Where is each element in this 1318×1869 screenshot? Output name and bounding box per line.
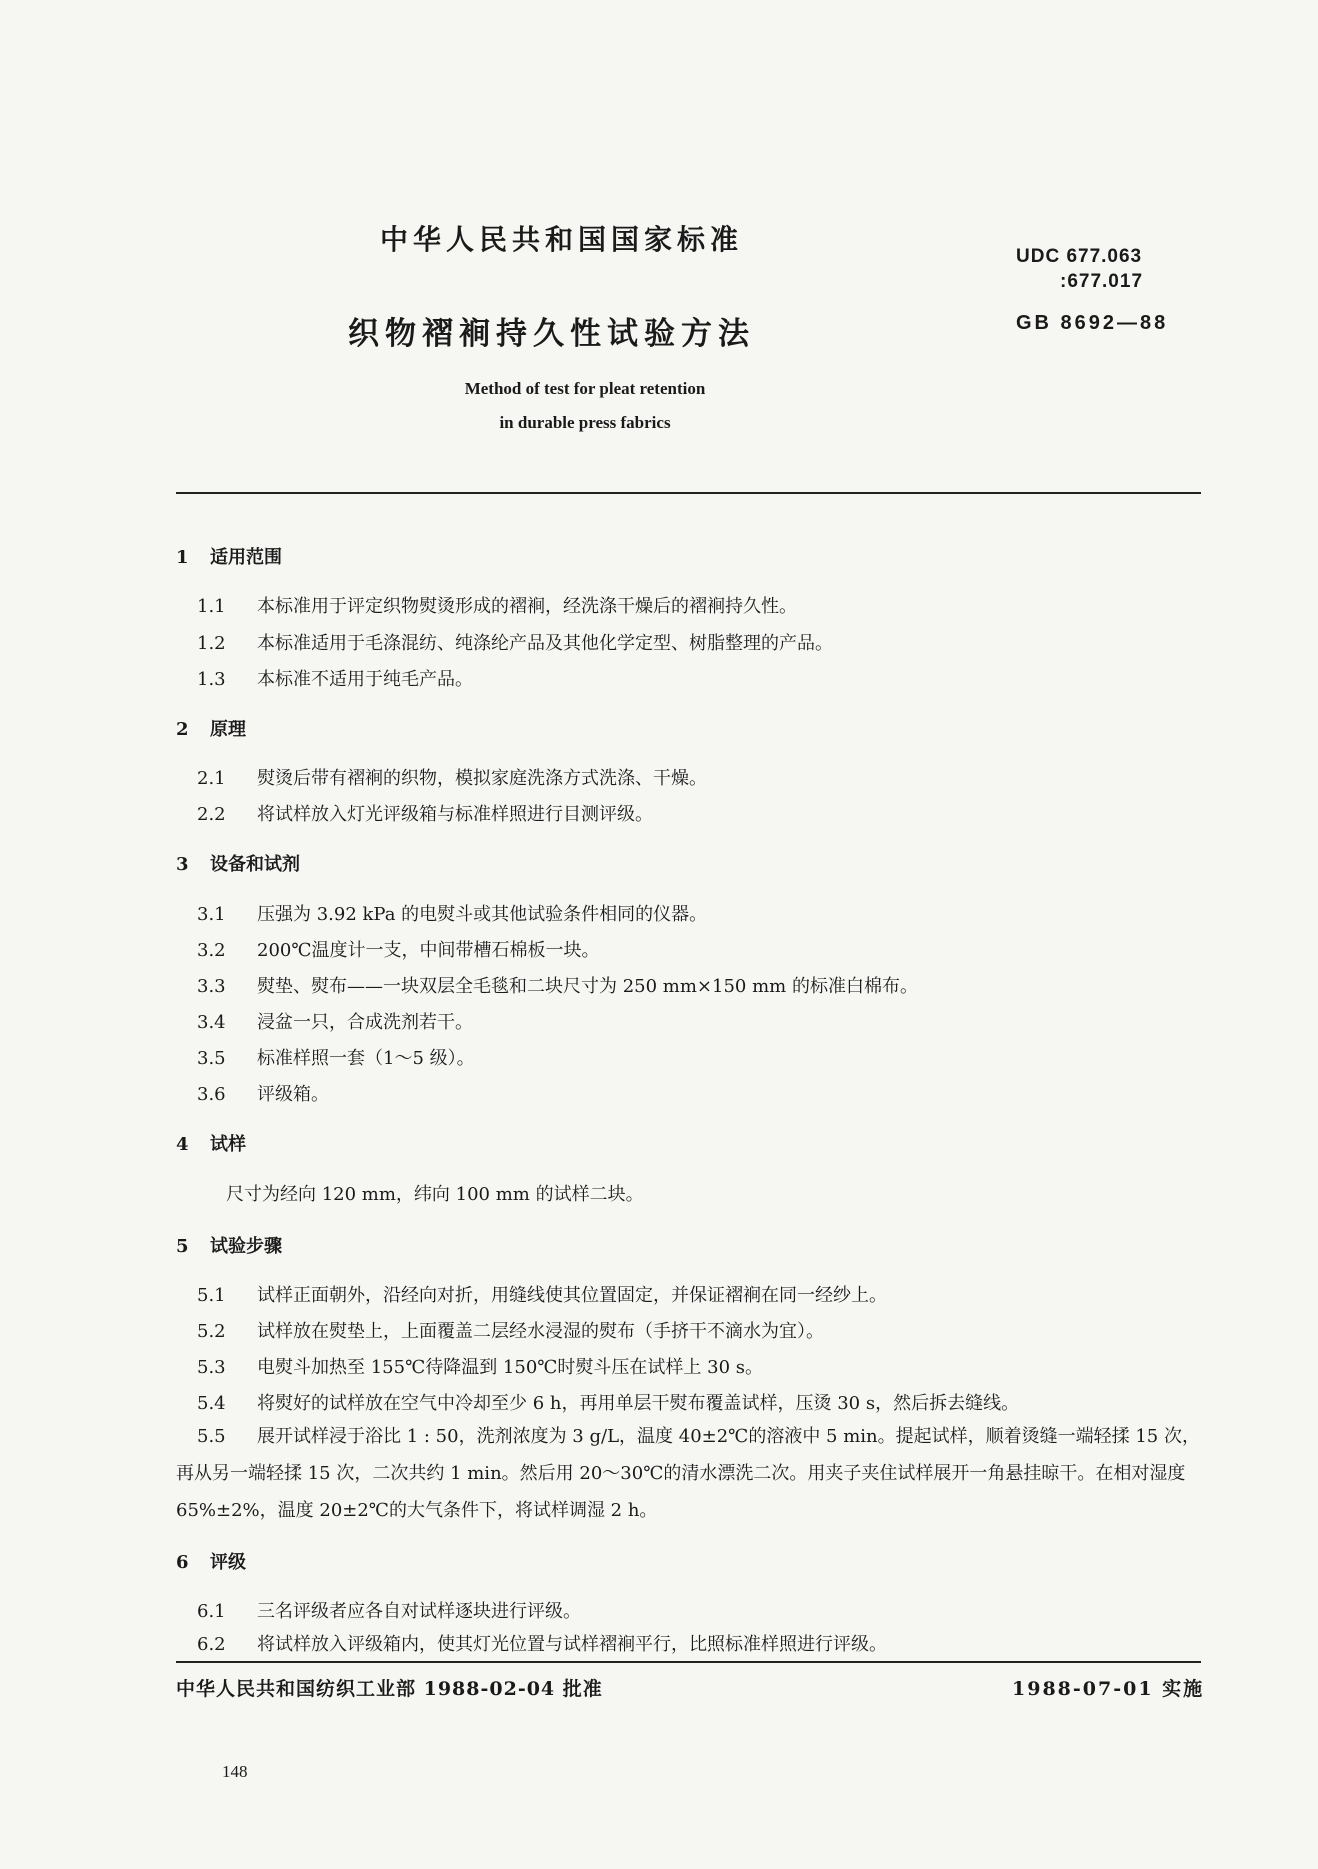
clause-5-5: 5.5 展开试样浸于浴比 1 : 50，洗剂浓度为 3 g/L，温度 40±2℃的溶液中 5 min。提起试样，顺着烫缝一端轻揉 15 次，再从另一端轻揉 15 次，二次共约 1 min。然后用 20～30℃的清水漂洗二次。用夹子夹住试样展开一角悬挂晾干。在相对湿度 65%±2%，温度 20±2℃的大气条件下，将试样调湿 2 h。 <box>176 1426 1200 1521</box>
clause-2-2: 2.2 将试样放入灯光评级箱与标准样照进行目测评级。 <box>197 804 653 825</box>
clause-5-1: 5.1 试样正面朝外，沿经向对折，用缝线使其位置固定，并保证褶裥在同一经纱上。 <box>197 1285 887 1306</box>
clause-3-3: 3.3 熨垫、熨布——一块双层全毛毯和二块尺寸为 250 mm×150 mm 的标准白棉布。 <box>197 976 918 997</box>
english-title <box>430 372 740 440</box>
english-title-line-2: in durable press fabrics <box>499 413 671 432</box>
section-heading-4: 4 试样 <box>176 1134 246 1155</box>
clause-6-1: 6.1 三名评级者应各自对试样逐块进行评级。 <box>197 1601 581 1622</box>
effective-date: 1988-07-01 实施 <box>1012 1678 1205 1700</box>
clause-2-1: 2.1 熨烫后带有褶裥的织物，模拟家庭洗涤方式洗涤、干燥。 <box>197 768 707 789</box>
udc-code <box>1016 244 1143 294</box>
clause-3-5: 3.5 标准样照一套（1～5 级）。 <box>197 1048 475 1069</box>
udc-line-2: :677.017 <box>1060 271 1144 292</box>
english-title-line-1: Method of test for pleat retention <box>464 379 706 398</box>
clause-5-3: 5.3 电熨斗加热至 155℃待降温到 150℃时熨斗压在试样上 30 s。 <box>197 1357 764 1378</box>
section-heading-1: 1 适用范围 <box>176 547 282 568</box>
section-heading-5: 5 试验步骤 <box>176 1236 282 1257</box>
section-4-text: 尺寸为经向 120 mm，纬向 100 mm 的试样二块。 <box>226 1184 644 1205</box>
approval-line: 中华人民共和国纺织工业部 1988-02-04 批准 <box>176 1678 603 1700</box>
udc-line-1: UDC 677.063 <box>1016 246 1143 267</box>
clause-1-1: 1.1 本标准用于评定织物熨烫形成的褶裥，经洗涤干燥后的褶裥持久性。 <box>197 596 797 617</box>
header-divider <box>176 492 1201 494</box>
section-heading-3: 3 设备和试剂 <box>176 854 300 875</box>
clause-5-4: 5.4 将熨好的试样放在空气中冷却至少 6 h，再用单层干熨布覆盖试样，压烫 30 s，然后拆去缝线。 <box>197 1393 1020 1414</box>
clause-1-2: 1.2 本标准适用于毛涤混纺、纯涤纶产品及其他化学定型、树脂整理的产品。 <box>197 633 833 654</box>
clause-1-3: 1.3 本标准不适用于纯毛产品。 <box>197 669 473 690</box>
footer-divider <box>176 1661 1201 1663</box>
clause-3-1: 3.1 压强为 3.92 kPa 的电熨斗或其他试验条件相同的仪器。 <box>197 904 708 925</box>
clause-6-2: 6.2 将试样放入评级箱内，使其灯光位置与试样褶裥平行，比照标准样照进行评级。 <box>197 1634 887 1655</box>
standard-title: 中华人民共和国国家标准 <box>380 223 744 256</box>
section-heading-6: 6 评级 <box>176 1552 246 1573</box>
gb-number: GB 8692—88 <box>1016 312 1169 334</box>
clause-5-2: 5.2 试样放在熨垫上，上面覆盖二层经水浸湿的熨布（手挤干不滴水为宜）。 <box>197 1321 824 1342</box>
clause-3-4: 3.4 浸盆一只，合成洗剂若干。 <box>197 1012 473 1033</box>
clause-3-2: 3.2 200℃温度计一支，中间带槽石棉板一块。 <box>197 940 600 961</box>
clause-3-6: 3.6 评级箱。 <box>197 1084 329 1105</box>
section-heading-2: 2 原理 <box>176 719 246 740</box>
page-number: 148 <box>222 1762 248 1781</box>
document-title: 织物褶裥持久性试验方法 <box>348 316 755 352</box>
